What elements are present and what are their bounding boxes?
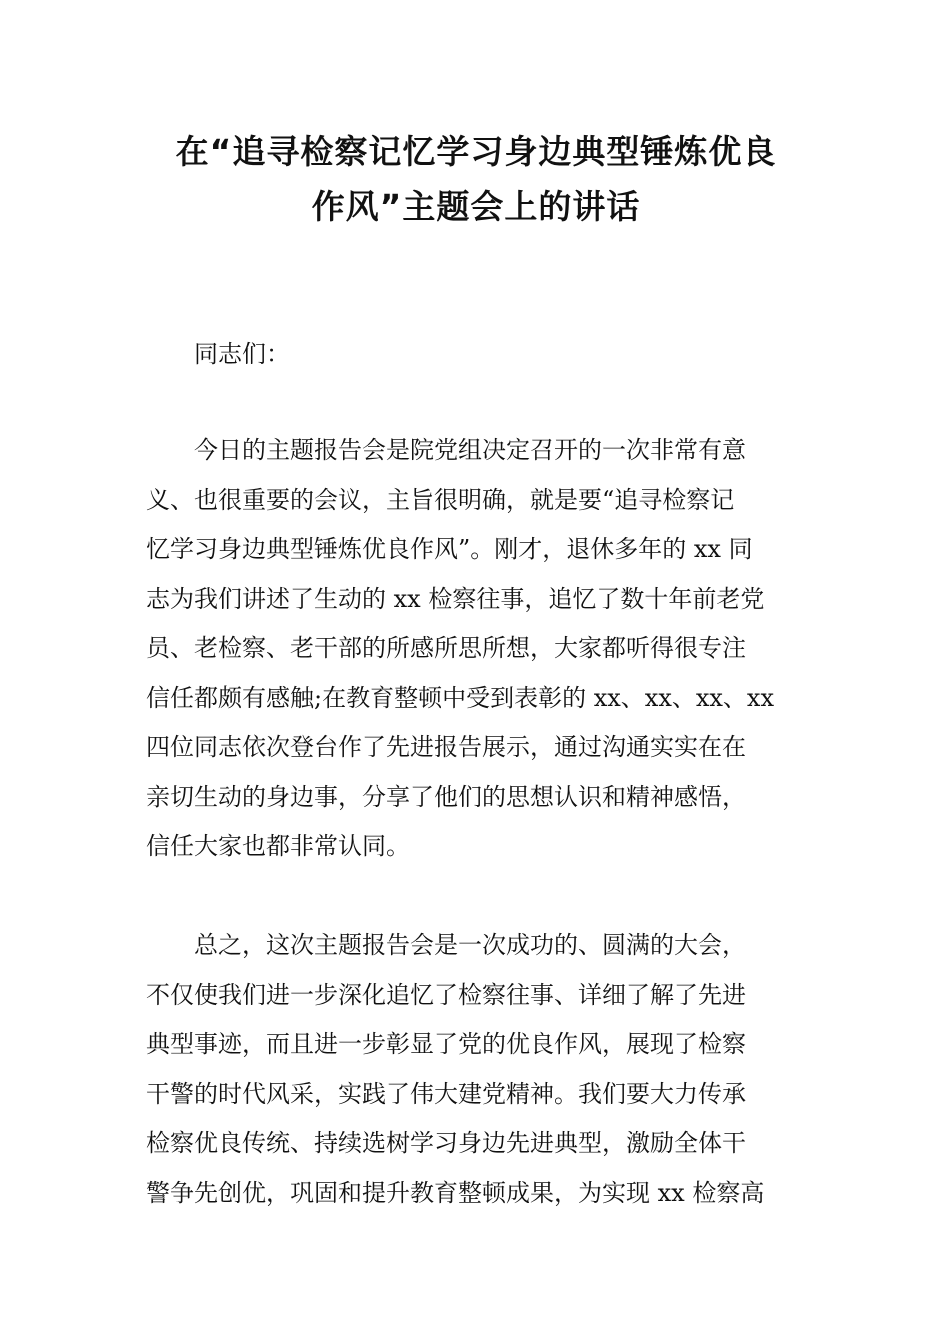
salutation: 同志们： bbox=[194, 340, 290, 368]
paragraph-line: 信任大家也都非常认同。 bbox=[146, 832, 410, 860]
body-paragraph bbox=[146, 426, 808, 872]
paragraph-line: 总之，这次主题报告会是一次成功的、圆满的大会， bbox=[194, 931, 746, 959]
document-title bbox=[146, 124, 806, 234]
body-paragraph bbox=[146, 921, 808, 1218]
paragraph-line: 志为我们讲述了生动的 xx 检察往事，追忆了数十年前老党 bbox=[146, 584, 765, 613]
paragraph-line: 四位同志依次登台作了先进报告展示，通过沟通实实在在 bbox=[146, 733, 746, 761]
paragraph-line: 忆学习身边典型锤炼优良作风”。刚才，退休多年的 xx 同 bbox=[146, 535, 753, 563]
paragraph-line: 不仅使我们进一步深化追忆了检察往事、详细了解了先进 bbox=[146, 980, 746, 1009]
paragraph-line: 信任都颇有感触;在教育整顿中受到表彰的 xx、xx、xx、xx bbox=[146, 683, 774, 712]
paragraph-line: 今日的主题报告会是院党组决定召开的一次非常有意 bbox=[194, 436, 746, 464]
title-line: 在“追寻检察记忆学习身边典型锤炼优良 bbox=[175, 132, 777, 171]
paragraph-line: 员、老检察、老干部的所感所思所想，大家都听得很专注 bbox=[146, 634, 746, 662]
paragraph-line: 干警的时代风采，实践了伟大建党精神。我们要大力传承 bbox=[146, 1079, 746, 1108]
paragraph-line: 义、也很重要的会议，主旨很明确，就是要“追寻检察记 bbox=[146, 485, 735, 514]
paragraph-line: 亲切生动的身边事，分享了他们的思想认识和精神感悟， bbox=[146, 782, 746, 811]
paragraph-line: 典型事迹，而且进一步彰显了党的优良作风，展现了检察 bbox=[146, 1030, 746, 1058]
paragraph-line: 检察优良传统、持续选树学习身边先进典型，激励全体干 bbox=[146, 1129, 746, 1157]
paragraph-line: 警争先创优，巩固和提升教育整顿成果，为实现 xx 检察高 bbox=[146, 1178, 765, 1207]
title-line: 作风”主题会上的讲话 bbox=[311, 187, 641, 226]
